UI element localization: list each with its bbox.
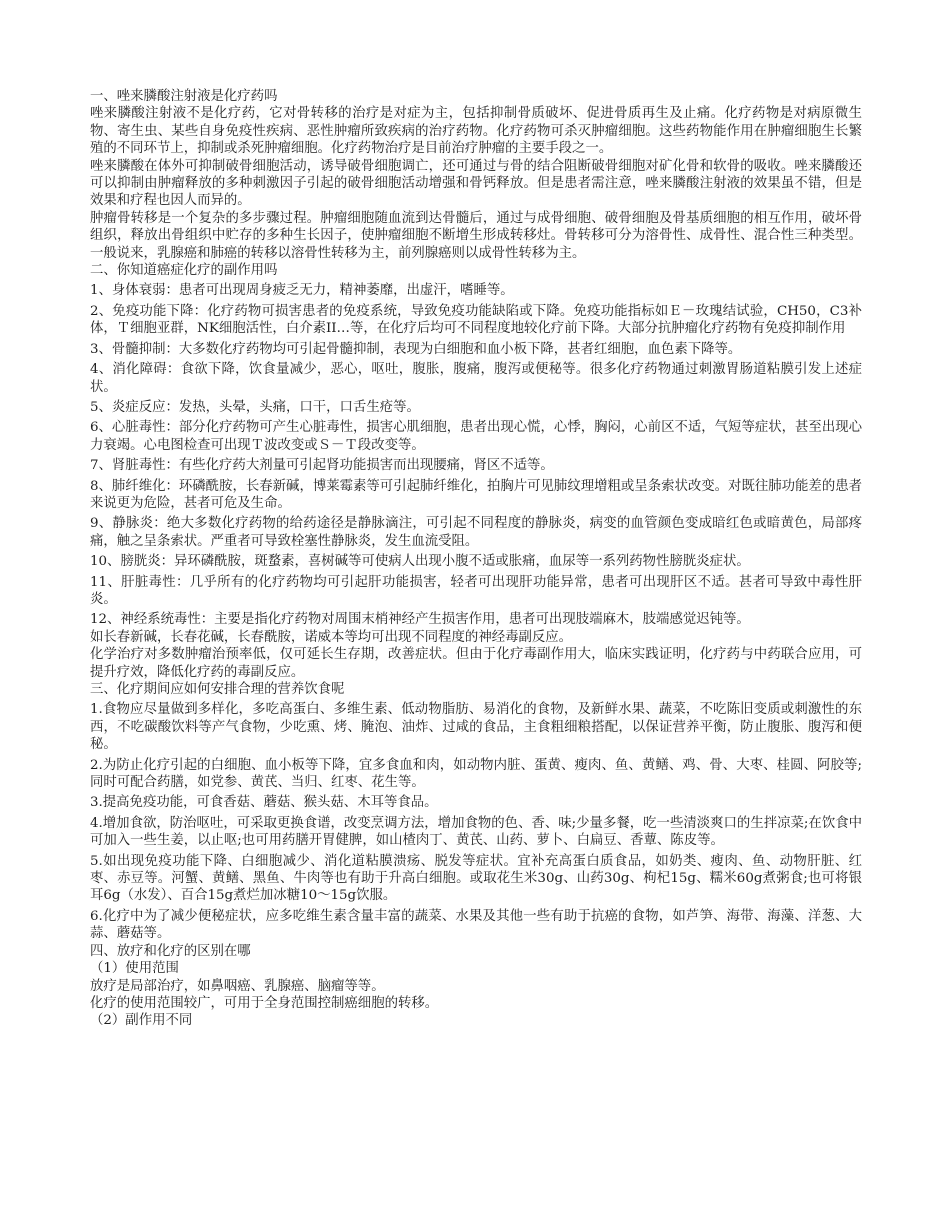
diet-item: 2.为防止化疗引起的白细胞、血小板等下降，宜多食血和肉，如动物内脏、蛋黄、瘦肉、鱼、黄鳝、鸡、骨、大枣、桂圆、阿胶等;同时可配合药膳，如党参、黄芪、当归、红枣、花生等。 bbox=[90, 757, 862, 791]
side-effect-item: 9、静脉炎：绝大多数化疗药物的给药途径是静脉滴注，可引起不同程度的静脉炎，病变的血管颜色变成暗红色或暗黄色，局部疼痛，触之呈条索状。严重者可导致栓塞性静脉炎，发生血流受阻。 bbox=[90, 516, 862, 549]
diet-item: 3.提高免疫功能，可食香菇、蘑菇、猴头菇、木耳等食品。 bbox=[90, 795, 438, 811]
section-4-subtitle-2: （2）副作用不同 bbox=[90, 1013, 193, 1029]
side-effect-item: 8、肺纤维化：环磷酰胺，长春新碱，博莱霉素等可引起肺纤维化，拍胸片可见肺纹理增粗或呈条索状改变。对既往肺功能差的患者来说更为危险，甚者可危及生命。 bbox=[90, 478, 862, 511]
side-effect-item: 7、肾脏毒性：有些化疗药大剂量可引起肾功能损害而出现腰痛，肾区不适等。 bbox=[90, 458, 554, 474]
section-1-title: 一、唑来膦酸注射液是化疗药吗 bbox=[90, 89, 278, 104]
diet-item: 1.食物应尽量做到多样化，多吃高蛋白、多维生素、低动物脂肪、易消化的食物，及新鲜水果、蔬菜，不吃陈旧变质或刺激性的东西，不吃碳酸饮料等产气食物，少吃熏、烤、腌泡、油炸、过咸的食品，主食粗细粮搭配，以保证营养平衡，防止腹胀、腹泻和便秘。 bbox=[90, 702, 862, 753]
section-4-subtitle-1: （1）使用范围 bbox=[90, 961, 179, 977]
side-effect-item: 3、骨髓抑制：大多数化疗药物均可引起骨髓抑制，表现为白细胞和血小板下降，甚者红细胞，血色素下降等。 bbox=[90, 341, 742, 357]
side-effect-item: 11、肝脏毒性：几乎所有的化疗药物均可引起肝功能损害，轻者可出现肝功能异常，患者可出现肝区不适。甚者可导致中毒性肝炎。 bbox=[90, 574, 862, 607]
section-2-title: 二、你知道癌症化疗的副作用吗 bbox=[90, 263, 278, 279]
diet-item: 6.化疗中为了减少便秘症状，应多吃维生素含量丰富的蔬菜、水果及其他一些有助于抗癌的食物，如芦笋、海带、海藻、洋葱、大蒜、蘑菇等。 bbox=[90, 908, 862, 942]
section-1-paragraph-2: 唑来膦酸在体外可抑制破骨细胞活动，诱导破骨细胞调亡，还可通过与骨的结合阻断破骨细胞对矿化骨和软骨的吸收。唑来膦酸还可以抑制由肿瘤释放的多种刺激因子引起的破骨细胞活动增强和骨钙释放。但是患者需注意，唑来膦酸注射液的效果虽不错，但是效果和疗程也因人而异的。 bbox=[90, 158, 862, 209]
section-4-title: 四、放疗和化疗的区别在哪 bbox=[90, 943, 251, 959]
side-effect-item: 6、心脏毒性：部分化疗药物可产生心脏毒性，损害心肌细胞，患者出现心慌，心悸，胸闷，心前区不适，气短等症状，甚至出现心力衰竭。心电图检查可出现Ｔ波改变或Ｓ－Ｔ段改变等。 bbox=[90, 420, 862, 453]
section-4-paragraph-2: 化疗的使用范围较广，可用于全身范围控制癌细胞的转移。 bbox=[90, 995, 439, 1011]
side-effect-item: 1、身体衰弱：患者可出现周身疲乏无力，精神萎靡，出虚汗，嗜睡等。 bbox=[90, 283, 514, 299]
section-4-paragraph-1: 放疗是局部治疗，如鼻咽癌、乳腺癌、脑瘤等等。 bbox=[90, 978, 385, 994]
document-body bbox=[90, 88, 862, 1030]
side-effect-item: 5、炎症反应：发热，头晕，头痛，口干，口舌生疮等。 bbox=[90, 399, 420, 415]
side-effect-item: 10、膀胱炎：异环磷酰胺，斑蝥素，喜树碱等可使病人出现小腹不适或胀痛，血尿等一系列药物性膀胱炎症状。 bbox=[90, 554, 750, 570]
section-1-paragraph-3: 肿瘤骨转移是一个复杂的多步骤过程。肿瘤细胞随血流到达骨髓后，通过与成骨细胞、破骨细胞及骨基质细胞的相互作用，破坏骨组织，释放出骨组织中贮存的多种生长因子，使肿瘤细胞不断增生形成转移灶。骨转移可分为溶骨性、成骨性、混合性三种类型。一般说来，乳腺癌和肺癌的转移以溶骨性转移为主，前列腺癌则以成骨性转移为主。 bbox=[90, 210, 862, 261]
section-3-title: 三、化疗期间应如何安排合理的营养饮食呢 bbox=[90, 682, 345, 697]
diet-item: 4.增加食欲，防治呕吐，可采取更换食谱，改变烹调方法，增加食物的色、香、味;少量多餐，吃一些清淡爽口的生拌凉菜;在饮食中可加入一些生姜，以止呕;也可用药膳开胃健脾，如山楂肉丁、黄芪、山药、萝卜、白扁豆、香蕈、陈皮等。 bbox=[90, 815, 862, 849]
section-2-paragraph-2: 化学治疗对多数肿瘤治预率低，仅可延长生存期，改善症状。但由于化疗毒副作用大，临床实践证明，化疗药与中药联合应用，可提升疗效，降低化疗药的毒副反应。 bbox=[90, 647, 862, 680]
side-effect-item: 12、神经系统毒性：主要是指化疗药物对周围末梢神经产生损害作用，患者可出现肢端麻木，肢端感觉迟钝等。 bbox=[90, 612, 750, 628]
section-2-paragraph-1: 如长春新碱，长春花碱，长春酰胺，诺威本等均可出现不同程度的神经毒副反应。 bbox=[90, 629, 573, 645]
side-effect-item: 4、消化障碍：食欲下降，饮食量减少，恶心，呕吐，腹胀，腹痛，腹泻或便秘等。很多化疗药物通过刺激胃肠道粘膜引发上述症状。 bbox=[90, 362, 862, 395]
side-effect-item: 2、免疫功能下降：化疗药物可损害患者的免疫系统，导致免疫功能缺陷或下降。免疫功能指标如Ｅ－玫瑰结试验，CH50，C3补体，Ｔ细胞亚群，NK细胞活性，白介素II…等，在化疗后均可不同程度地较化疗前下降。大部分抗肿瘤化疗药物有免疫抑制作用 bbox=[90, 303, 862, 337]
diet-item: 5.如出现免疫功能下降、白细胞减少、消化道粘膜溃疡、脱发等症状。宜补充高蛋白质食品，如奶类、瘦肉、鱼、动物肝脏、红枣、赤豆等。河蟹、黄鳝、黑鱼、牛肉等也有助于升高白细胞。或取花生米30g、山药30g、枸杞15g、糯米60g煮粥食;也可将银耳6g（水发）、百合15g煮烂加冰糖10～15g饮服。 bbox=[90, 853, 862, 904]
section-1-paragraph-1: 唑来膦酸注射液不是化疗药，它对骨转移的治疗是对症为主，包括抑制骨质破坏、促进骨质再生及止痛。化疗药物是对病原微生物、寄生虫、某些自身免疫性疾病、恶性肿瘤所致疾病的治疗药物。化疗药物可杀灭肿瘤细胞。这些药物能作用在肿瘤细胞生长繁殖的不同环节上，抑制或杀死肿瘤细胞。化疗药物治疗是目前治疗肿瘤的主要手段之一。 bbox=[90, 106, 862, 157]
